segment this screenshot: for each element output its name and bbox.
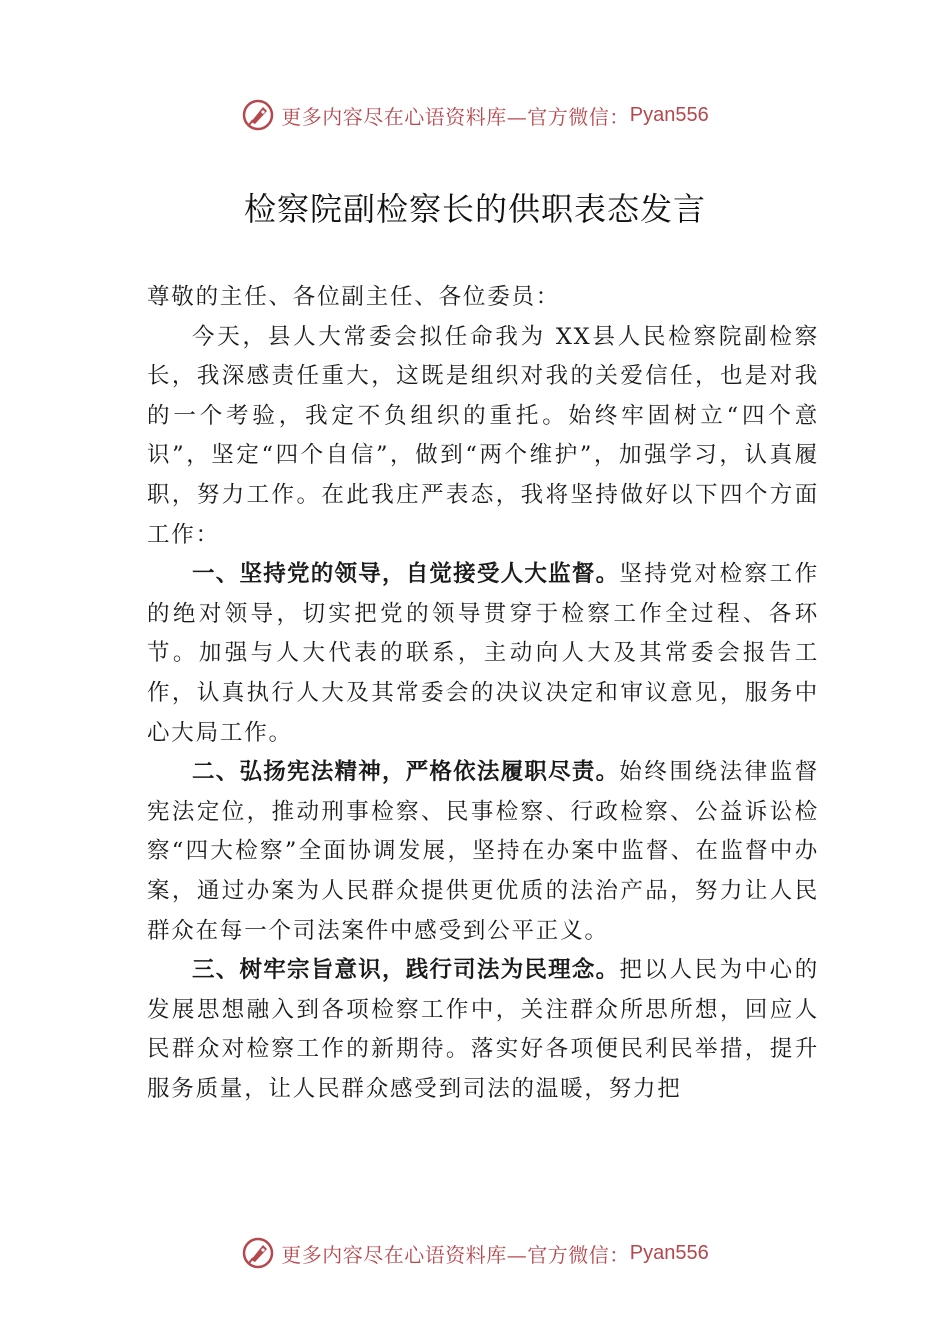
header-banner [0, 95, 950, 135]
wechat-id: Pyan556 [629, 103, 709, 126]
salutation: 尊敬的主任、各位副主任、各位委员： [147, 284, 561, 310]
section-paragraph-3 [147, 951, 819, 1109]
section-text-2: 始终围绕法律监督宪法定位，推动刑事检察、民事检察、行政检察、公益诉讼检察“四大检察”全面协调发展，坚持在办案中监督、在监督中办案，通过办案为人民群众提供更优质的法治产品，努力让人民群众在每一个司法案件中感受到公平正义。 [147, 759, 819, 944]
section-paragraph-2 [147, 753, 819, 951]
banner-text: 更多内容尽在心语资料库—官方微信： [281, 104, 630, 129]
banner-text: 更多内容尽在心语资料库—官方微信： [281, 1242, 630, 1267]
document-body [147, 278, 819, 1109]
footer-banner [0, 1233, 950, 1273]
section-paragraph-1 [147, 555, 819, 753]
section-text-3: 把以人民为中心的发展思想融入到各项检察工作中，关注群众所思所想，回应人民群众对检察工作的新期待。落实好各项便民利民举措，提升服务质量，让人民群众感受到司法的温暖，努力把 [147, 957, 819, 1102]
section-text-1: 坚持党对检察工作的绝对领导，切实把党的领导贯穿于检察工作全过程、各环节。加强与人大代表的联系，主动向人大及其常委会报告工作，认真执行人大及其常委会的决议决定和审议意见，服务中心大局工作。 [147, 561, 819, 746]
section-heading-2: 二、弘扬宪法精神，严格依法履职尽责。 [192, 759, 620, 786]
pen-nib-logo-icon [241, 1236, 275, 1270]
pen-nib-logo-icon [241, 98, 275, 132]
document-title: 检察院副检察长的供职表态发言 [243, 190, 706, 228]
section-heading-1: 一、坚持党的领导，自觉接受人大监督。 [192, 561, 620, 588]
intro-paragraph: 今天，县人大常委会拟任命我为 XX县人民检察院副检察长，我深感责任重大，这既是组织对我的关爱信任，也是对我的一个考验，我定不负组织的重托。始终牢固树立“四个意识”，坚定“四个自信”，做到“两个维护”，加强学习，认真履职，努力工作。在此我庄严表态，我将坚持做好以下四个方面工作： [147, 323, 819, 548]
section-heading-3: 三、树牢宗旨意识，践行司法为民理念。 [192, 957, 620, 984]
wechat-id: Pyan556 [629, 1241, 709, 1264]
